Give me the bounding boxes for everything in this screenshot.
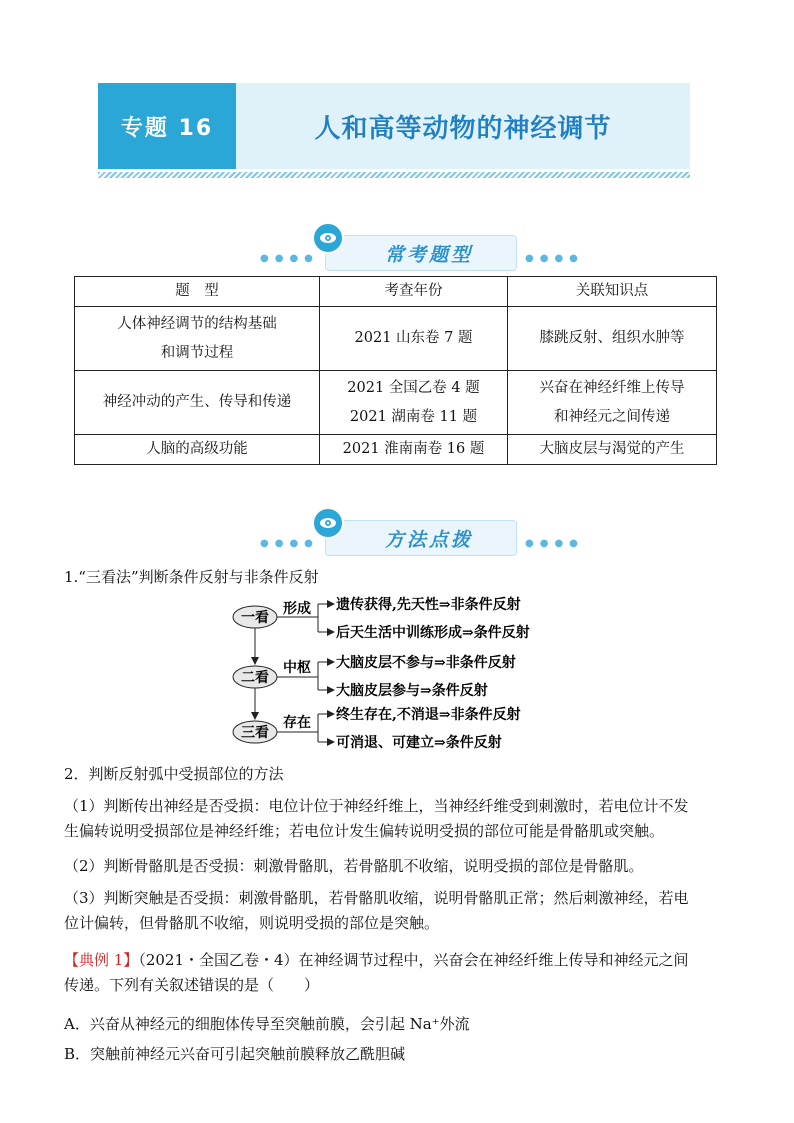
method2-p3: （3）判断突触是否受损：刺激骨骼肌，若骨骼肌收缩，说明骨骼肌正常；然后刺激神经，若电 位计偏转，但骨骼肌不收缩，则说明受损的部位是突触。: [64, 889, 689, 932]
table-cell: 2021 全国乙卷 4 题 2021 湖南卷 11 题: [320, 371, 508, 435]
badge-dots-left: ●●●●: [260, 253, 319, 264]
node-label: 二看: [241, 670, 269, 686]
option-a: A．兴奋从神经元的细胞体传导至突触前膜，会引起 Na⁺外流: [64, 1015, 470, 1033]
section-badge-common-types: [190, 225, 650, 275]
three-look-diagram: [230, 592, 570, 754]
table-cell: 人体神经调节的结构基础 和调节过程: [75, 307, 320, 371]
result-label: 可消退、可建立⇒条件反射: [336, 735, 502, 751]
example-question: 【典例 1】（2021・全国乙卷・4）在神经调节过程中，兴奋会在神经纤维上传导和神经元之间 传递。下列有关叙述错误的是（ ）: [64, 951, 689, 994]
table-cell: 2021 淮南南卷 16 题: [320, 435, 508, 465]
table-row: [75, 371, 717, 435]
node-label: 三看: [241, 725, 269, 741]
criterion-label: 存在: [283, 715, 311, 731]
table-header-cell: 考查年份: [320, 277, 508, 307]
criterion-label: 形成: [283, 601, 311, 617]
example-source: （2021・全国乙卷・4）: [138, 951, 299, 969]
result-label: 后天生活中训练形成⇒条件反射: [336, 625, 530, 641]
topic-label: 专题 16: [98, 83, 236, 169]
badge-box: [325, 235, 517, 271]
table-cell: 膝跳反射、组织水肿等: [508, 307, 717, 371]
node-label: 一看: [241, 610, 269, 626]
badge-dots-right: ●●●●: [525, 253, 584, 264]
table-cell: 人脑的高级功能: [75, 435, 320, 465]
section-title: 常考题型: [384, 243, 473, 266]
method2-p1: （1）判断传出神经是否受损：电位计位于神经纤维上，当神经纤维受到刺激时，若电位计不发 生偏转说明受损部位是神经纤维；若电位计发生偏转说明受损的部位可能是骨骼肌或突触。: [64, 797, 689, 840]
table-row: [75, 307, 717, 371]
table-header-row: [75, 277, 717, 307]
result-label: 终生存在,不消退⇒非条件反射: [336, 707, 521, 723]
exam-topic-table: [74, 276, 717, 465]
result-label: 大脑皮层参与⇒条件反射: [336, 683, 488, 699]
table-header-cell: 题 型: [75, 277, 320, 307]
table-cell: 2021 山东卷 7 题: [320, 307, 508, 371]
method2-title: 2．判断反射弧中受损部位的方法: [64, 765, 284, 783]
eye-icon: [312, 507, 344, 539]
badge-dots-right: ●●●●: [525, 538, 584, 549]
badge-dots-left: ●●●●: [260, 538, 319, 549]
page-title: 人和高等动物的神经调节: [314, 113, 612, 144]
table-row: [75, 435, 717, 465]
table-cell: 兴奋在神经纤维上传导 和神经元之间传递: [508, 371, 717, 435]
result-label: 大脑皮层不参与⇒非条件反射: [336, 655, 516, 671]
table-cell: 神经冲动的产生、传导和传递: [75, 371, 320, 435]
table-header-cell: 关联知识点: [508, 277, 717, 307]
badge-box: [325, 520, 517, 556]
section-badge-method-tips: [190, 510, 650, 560]
example-tag: 【典例 1】: [64, 951, 139, 969]
criterion-label: 中枢: [283, 660, 311, 676]
table-cell: 大脑皮层与渴觉的产生: [508, 435, 717, 465]
title-banner: [236, 83, 690, 169]
result-label: 遗传获得,先天性⇒非条件反射: [336, 597, 521, 613]
eye-icon: [312, 222, 344, 254]
option-b: B．突触前神经元兴奋可引起突触前膜释放乙酰胆碱: [64, 1045, 406, 1063]
method1-title: 1.“三看法”判断条件反射与非条件反射: [64, 568, 319, 586]
header-divider: [98, 172, 690, 178]
method2-p2: （2）判断骨骼肌是否受损：刺激骨骼肌，若骨骼肌不收缩，说明受损的部位是骨骼肌。: [64, 857, 644, 875]
section-title: 方法点拨: [384, 528, 473, 551]
